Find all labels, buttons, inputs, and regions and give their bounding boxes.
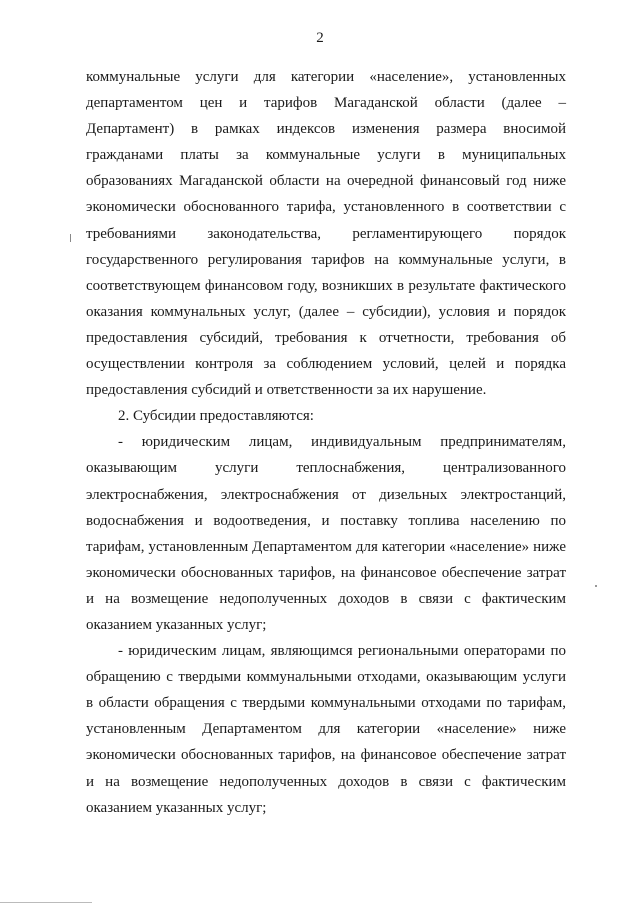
page-number: 2	[316, 30, 324, 46]
paragraph-bullet-2: - юридическим лицам, являющимся региональными операторами по обращению с твердыми коммунальными отходами, оказывающим услуги в области обращения с твердыми коммунальными отходами по тарифам, установленным Департаментом для категории «население» ниже экономически обоснованных тарифов, на финансовое обеспечение затрат и на возмещение недополученных доходов в связи с фактическим оказанием указанных услуг;	[86, 643, 566, 816]
scan-artifact-dot	[595, 585, 597, 587]
paragraph-item-2: 2. Субсидии предоставляются:	[118, 408, 314, 425]
document-body	[86, 64, 566, 821]
scan-artifact-left-tick	[70, 234, 71, 242]
scan-artifact-bottom-line	[0, 902, 92, 903]
paragraph-bullet-1: - юридическим лицам, индивидуальным предпринимателям, оказывающим услуги теплоснабжения, централизованного электроснабжения, электроснабжения от дизельных электростанций, водоснабжения и водоотведения, и поставку топлива населению по тарифам, установленным Департаментом для категории «население» ниже экономически обоснованных тарифов, на финансовое обеспечение затрат и на возмещение недополученных доходов в связи с фактическим оказанием указанных услуг;	[86, 434, 566, 633]
paragraph-continuation: коммунальные услуги для категории «население», установленных департаментом цен и тарифов Магаданской области (далее – Департамент) в рамках индексов изменения размера вносимой гражданами платы за коммунальные услуги в муниципальных образованиях Магаданской области на очередной финансовый год ниже экономически обоснованного тарифа, установленного в соответствии с требованиями законодательства, регламентирующего порядок государственного регулирования тарифов на коммунальные услуги, в соответствующем финансовом году, возникших в результате фактического оказания коммунальных услуг, (далее – субсидии), условия и порядок предоставления субсидий, требования к отчетности, требования об осуществлении контроля за соблюдением условий, целей и порядка предоставления субсидий и ответственности за их нарушение.	[86, 69, 566, 399]
